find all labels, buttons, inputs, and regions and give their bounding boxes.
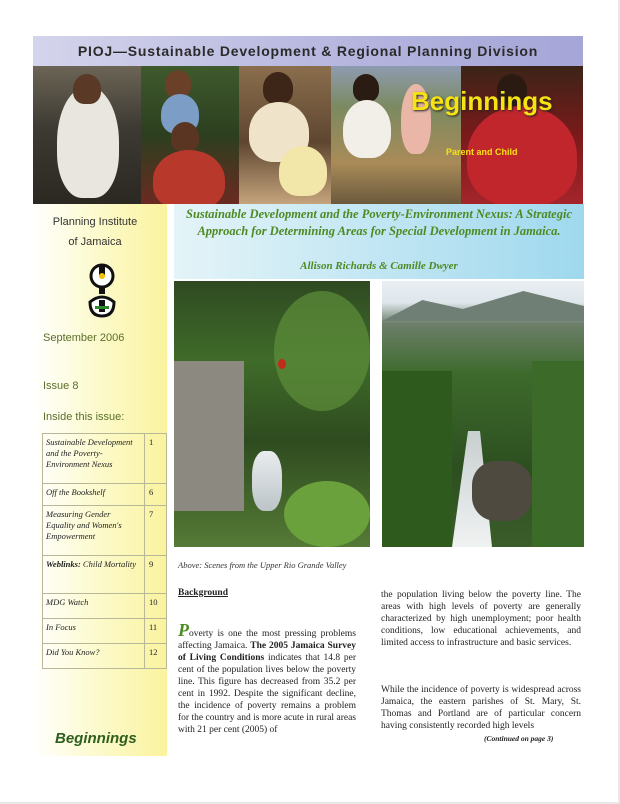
toc-row[interactable] bbox=[43, 506, 167, 556]
drop-cap: P bbox=[178, 620, 189, 640]
division-header-bar bbox=[33, 36, 583, 66]
sidebar-brand: Beginnings bbox=[55, 730, 137, 747]
pioj-logo-icon bbox=[87, 262, 117, 318]
article-paragraph-1 bbox=[178, 620, 356, 736]
toc-page: 7 bbox=[145, 506, 167, 556]
toc-title: MDG Watch bbox=[43, 594, 145, 619]
toc-row[interactable] bbox=[43, 434, 167, 484]
banner-brand: Beginnings bbox=[411, 86, 553, 116]
toc-row[interactable] bbox=[43, 484, 167, 506]
toc-page: 1 bbox=[145, 434, 167, 484]
banner-photo-mother-nursing bbox=[239, 66, 331, 204]
toc-title: Off the Bookshelf bbox=[43, 484, 145, 506]
article-authors: Allison Richards & Camille Dwyer bbox=[300, 260, 458, 272]
toc-page: 6 bbox=[145, 484, 167, 506]
photo-caption: Above: Scenes from the Upper Rio Grande Valley bbox=[178, 560, 347, 570]
toc-title: Sustainable Development and the Poverty-Environment Nexus bbox=[43, 434, 145, 484]
toc-title: Measuring Gender Equality and Women's Empowerment bbox=[43, 506, 145, 556]
toc-title-bold: Weblinks: bbox=[46, 559, 81, 569]
toc-title bbox=[43, 556, 145, 594]
article-title-box bbox=[174, 204, 584, 279]
article-title: Sustainable Development and the Poverty-Environment Nexus: A Strategic Approach for Determining Areas for Special Development in Jamaica. bbox=[186, 207, 572, 238]
paragraph-1-survey-title: The 2005 Jamaica Survey of Living Conditions bbox=[178, 641, 356, 663]
photo-river-valley bbox=[382, 281, 584, 547]
issue-date: September 2006 bbox=[43, 332, 125, 344]
toc-row[interactable] bbox=[43, 594, 167, 619]
banner-photo-father-child bbox=[141, 66, 239, 204]
sidebar bbox=[33, 204, 167, 756]
org-name-line1: Planning Institute bbox=[52, 216, 138, 228]
issue-number: Issue 8 bbox=[43, 380, 79, 392]
banner-photo-mother-baby bbox=[33, 66, 141, 204]
inside-this-issue-label: Inside this issue: bbox=[43, 411, 125, 423]
toc-page: 9 bbox=[145, 556, 167, 594]
org-name-line2: of Jamaica bbox=[68, 236, 122, 248]
article-paragraph-3: While the incidence of poverty is widespread across Jamaica, the eastern parishes of St. Mary, St. Thomas and Portland are of particular concern having consistently recorded high levels bbox=[381, 685, 581, 731]
toc-page: 12 bbox=[145, 644, 167, 669]
toc-row[interactable] bbox=[43, 644, 167, 669]
toc-row[interactable] bbox=[43, 556, 167, 594]
toc-title: Did You Know? bbox=[43, 644, 145, 669]
toc-page: 10 bbox=[145, 594, 167, 619]
toc-title: In Focus bbox=[43, 619, 145, 644]
table-of-contents bbox=[42, 433, 167, 669]
banner-subtitle: Parent and Child bbox=[446, 147, 518, 157]
paragraph-1-text-a: overty is one the most pressing problems affecting Jamaica. bbox=[178, 629, 356, 651]
toc-page: 11 bbox=[145, 619, 167, 644]
article-paragraph-2: the population living below the poverty line. The areas with high levels of poverty are generally characterized by high unemployment; poor health conditions, low educational achievements, and limited access to infrastructure and basic services. bbox=[381, 590, 581, 648]
masthead-photo-banner bbox=[33, 66, 583, 204]
org-name bbox=[33, 212, 157, 252]
paragraph-1-text-b: indicates that 14.8 per cent of the population lives below the poverty line. This figure has decreased from 35.2 per cent in 1992. Despite the significant decline, the incidence of poverty remains a problem for the country and is more acute in rural areas with 21 per cent (2005) of bbox=[178, 653, 356, 735]
toc-row[interactable] bbox=[43, 619, 167, 644]
photo-waterfall-forest bbox=[174, 281, 370, 547]
division-header-text: PIOJ—Sustainable Development & Regional Planning Division bbox=[77, 43, 539, 59]
continued-link[interactable]: (Continued on page 3) bbox=[484, 734, 554, 743]
toc-title-rest: Child Mortality bbox=[80, 559, 137, 569]
section-heading: Background bbox=[178, 588, 228, 598]
